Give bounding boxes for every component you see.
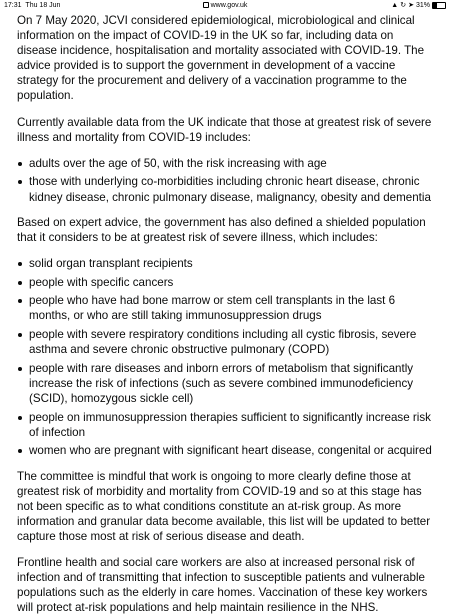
status-time: 17:31	[4, 2, 22, 9]
shielded-list-item: women who are pregnant with significant heart disease, congenital or acquired	[17, 443, 433, 458]
risk-list-item: adults over the age of 50, with the risk increasing with age	[17, 156, 433, 171]
shielded-list-item: solid organ transplant recipients	[17, 256, 433, 271]
url-bar[interactable]	[0, 0, 450, 11]
location-icon: ➤	[408, 2, 414, 9]
wifi-icon: ▲	[391, 2, 399, 9]
battery-fill	[433, 3, 437, 8]
paragraph-shielded-population: Based on expert advice, the government has also defined a shielded population that it considers to be at greatest risk of severe illness, which includes:	[17, 215, 426, 244]
risk-list-item: those with underlying co-morbidities including chronic heart disease, chronic kidney disease, chronic pulmonary disease, malignancy, obesity and dementia	[17, 174, 433, 204]
article-content	[0, 11, 450, 615]
status-bar	[0, 0, 450, 11]
lock-icon	[203, 2, 209, 8]
paragraph-jcvi-advice: On 7 May 2020, JCVI considered epidemiological, microbiological and clinical information on the impact of COVID-19 in the UK so far, including data on disease incidence, hospitalisation and mortality associated with COVID-19. The advice provided is to support the government in development of a vaccine strategy for the procurement and delivery of a vaccination programme to the population.	[17, 14, 425, 103]
paragraph-risk-data: Currently available data from the UK indicate that those at greatest risk of severe illness and mortality from COVID-19 includes:	[17, 115, 432, 144]
shielded-list-item: people with severe respiratory conditions including all cystic fibrosis, severe asthma and severe chronic obstructive pulmonary (COPD)	[17, 327, 433, 357]
paragraph-frontline-workers: Frontline health and social care workers are also at increased personal risk of infection and of transmitting that infection to susceptible patients and vulnerable populations such as the elderly in care homes. Vaccination of these key workers will protect at-risk populations and help maintain resilience in the NHS.	[17, 555, 428, 615]
shielded-list	[17, 256, 433, 459]
status-date: Thu 18 Jun	[25, 2, 61, 9]
shielded-list-item: people with specific cancers	[17, 275, 433, 290]
shielded-list-item: people on immunosuppression therapies sufficient to significantly increase risk of infection	[17, 410, 433, 440]
paragraph-committee: The committee is mindful that work is ongoing to more clearly define those at greatest risk of morbidity and mortality from COVID-19 and so at this stage has not been specific as to what conditions constitute an at-risk group. As more information and granular data become available, this list will be updated to better capture those most at risk of serious disease and death.	[17, 469, 431, 543]
battery-percent: 31%	[415, 2, 430, 9]
status-right	[391, 0, 446, 11]
risk-list	[17, 156, 433, 205]
battery-icon	[432, 2, 446, 9]
shielded-list-item: people with rare diseases and inborn errors of metabolism that significantly increase the risk of infections (such as severe combined immunodeficiency (SCID), homozygous sickle cell)	[17, 361, 433, 406]
orientation-lock-icon: ↻	[400, 2, 407, 9]
shielded-list-item: people who have had bone marrow or stem cell transplants in the last 6 months, or who are still taking immunosuppression drugs	[17, 293, 433, 323]
url-text: www.gov.uk	[210, 2, 248, 9]
